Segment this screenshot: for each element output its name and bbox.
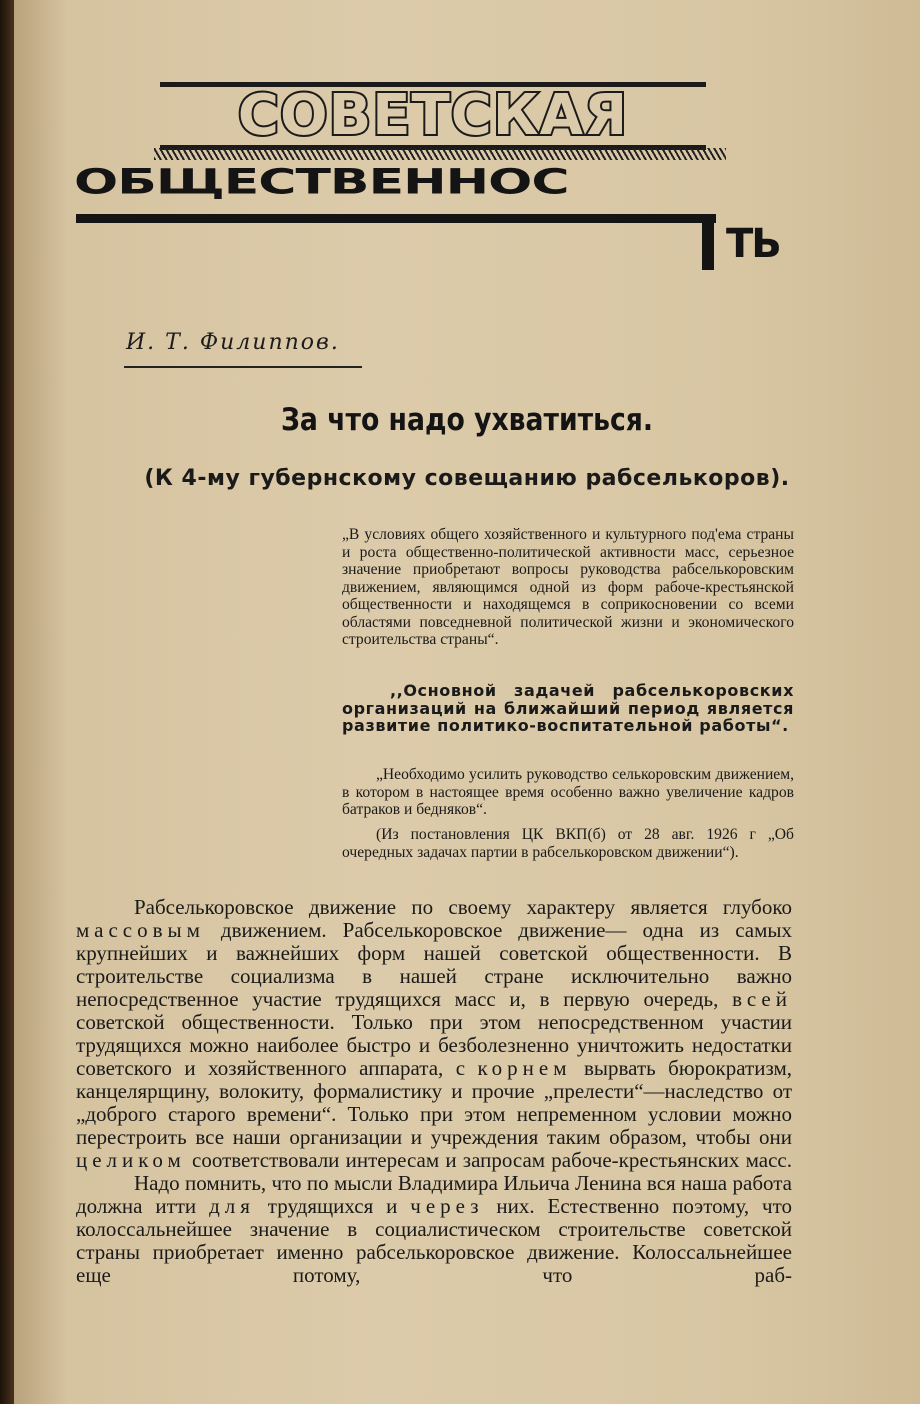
body-text: соответствовали интересам и запросам рабоче-крестьянских масс. [185, 1148, 792, 1172]
masthead-bar [76, 214, 716, 223]
spaced-emphasis: для [209, 1194, 255, 1218]
spaced-emphasis: целиком [76, 1148, 186, 1172]
spaced-emphasis: корнем [477, 1056, 572, 1080]
masthead-hatch-rule [154, 148, 726, 160]
spaced-emphasis: через [410, 1194, 484, 1218]
epigraph-quote-3: „Необходимо усилить руководство селькоровским движением, в котором в настоящее время особенно важно увеличение кадров батраков и бедняков“. [342, 766, 794, 818]
body-text: них. Естественно поэтому, что колоссальнейшее значение в социалистическом строительстве советской страны приобретает именно рабселькоровское движение. Колоссальнейшее еще потому, что раб- [76, 1194, 792, 1287]
epigraph-quote-2: ,,Основной задачей рабселькоровских организаций на ближайший период является развитие политико-воспитательной работы“. [342, 681, 794, 735]
body-text: Надо помнить, что по мысли Владимира Ильича Ленина вся наша работа должна итти [76, 1171, 792, 1218]
body-paragraph-1 [76, 896, 792, 1172]
author-underline [124, 366, 362, 368]
article-body [76, 896, 792, 1287]
book-spine [0, 0, 14, 1404]
body-text: движением. Рабселькоровское движение— одна из самых крупнейших и важнейших форм нашей советской общественности. В строительстве социализма в нашей стране исключительно важно непосредственное участие трудящихся масс и, в первую очередь, [76, 918, 792, 1011]
masthead-line1: СОВЕТСКАЯ [160, 82, 706, 150]
body-text: вырвать бюрократизм, канцелярщину, волокиту, формалистику и прочие „прелести“—наследство от „доброго старого времени“. Только при этом непременном условии можно перестроить все наши организации и учреждения таким образом, чтобы они [76, 1056, 792, 1149]
masthead-line2: ОБЩЕСТВЕННОС [74, 162, 569, 203]
body-paragraph-2 [76, 1172, 792, 1287]
article-subtitle: (К 4-му губернскому совещанию рабселькоров). [144, 466, 790, 491]
spaced-emphasis: массовым [76, 918, 205, 942]
epigraph-source: (Из постановления ЦК ВКП(б) от 28 авг. 1926 г „Об очередных задачах партии в рабселькоровском движении“). [342, 826, 794, 861]
magazine-page [14, 0, 920, 1404]
article-title: За что надо ухватиться. [280, 402, 654, 438]
spaced-emphasis: всей [732, 987, 792, 1011]
masthead-tail [702, 214, 714, 270]
body-text: трудящихся и [254, 1194, 411, 1218]
epigraph-quote-1: „В условиях общего хозяйственного и культурного под'ема страны и роста общественно-политической активности масс, серьезное значение приобретают вопросы руководства рабселькоровским движением, являющимся одной из форм рабоче-крестьянской общественности и находящемся в соприкосновении со всеми областями повседневной политической жизни и экономического строительства страны“. [342, 526, 794, 648]
author-name: И. Т. Филиппов. [126, 330, 340, 355]
masthead-line2-end: ТЬ [726, 221, 780, 267]
body-text: Рабселькоровское движение по своему характеру является глубоко [134, 895, 792, 919]
body-text: советской общественности. Только при этом непосредственном участии трудящихся можно наиболее быстро и безболезненно уничтожить недостатки советского и хозяйственного аппарата, с [76, 1010, 792, 1080]
